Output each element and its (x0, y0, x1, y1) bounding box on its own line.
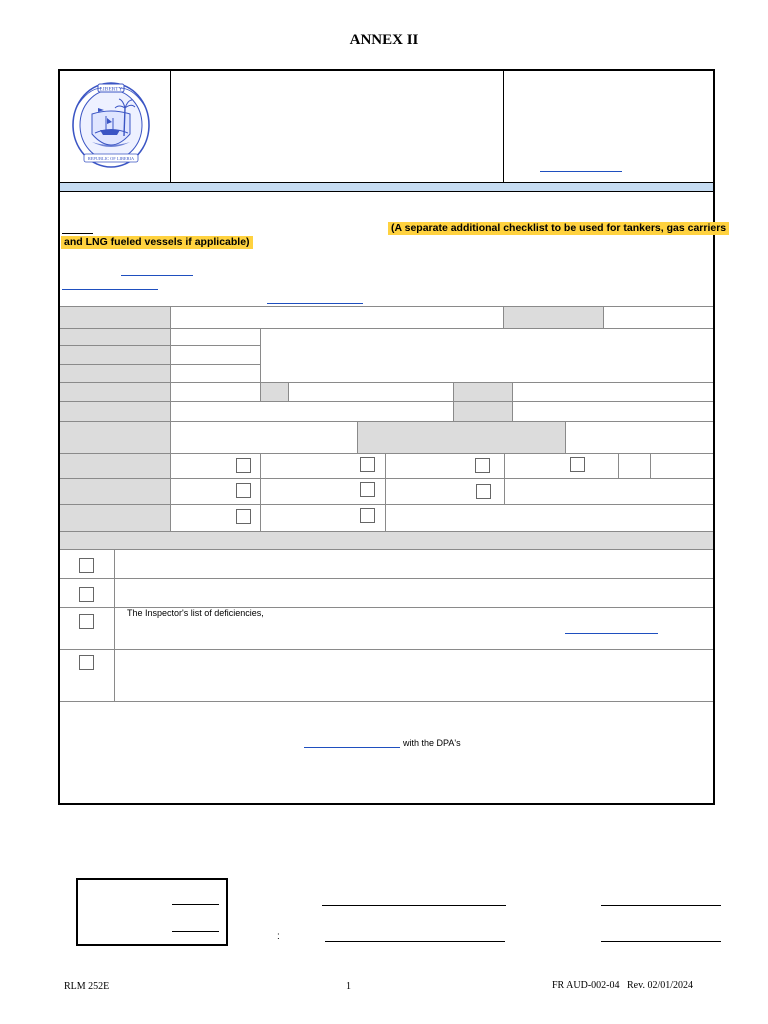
notice-highlight-2: and LNG fueled vessels if applicable) (61, 236, 253, 249)
checkbox[interactable] (360, 457, 375, 472)
col-rule (288, 382, 289, 401)
footer-form-code: RLM 252E (64, 981, 110, 992)
checkbox[interactable] (360, 508, 375, 523)
label-cell (60, 307, 170, 532)
col-rule (260, 328, 261, 401)
checkbox[interactable] (236, 458, 251, 473)
row-rule (60, 364, 260, 365)
header-divider (503, 71, 504, 182)
signature-line[interactable] (172, 931, 219, 932)
checkbox[interactable] (476, 484, 491, 499)
checkbox[interactable] (570, 457, 585, 472)
attachment-checkbox[interactable] (79, 614, 94, 629)
row-rule (60, 504, 713, 505)
section-band (60, 183, 713, 192)
blank-line[interactable] (304, 747, 400, 748)
attachments-band (60, 532, 713, 549)
row-rule (60, 453, 713, 454)
row-rule (60, 701, 713, 702)
footer-page-number: 1 (346, 981, 351, 992)
col-rule (357, 421, 358, 453)
row-rule (60, 382, 713, 383)
col-rule (512, 382, 513, 421)
svg-text:REPUBLIC OF LIBERIA: REPUBLIC OF LIBERIA (87, 156, 135, 161)
attachment-item-text: The Inspector's list of deficiencies, (127, 608, 264, 618)
liberia-seal (68, 78, 154, 170)
notice-highlight-1: (A separate additional checklist to be used for tankers, gas carriers (388, 222, 729, 235)
col-rule (385, 453, 386, 531)
signature-box (76, 878, 228, 946)
blank-line[interactable] (565, 633, 658, 634)
signature-line[interactable] (601, 905, 721, 906)
row-rule (60, 578, 713, 579)
blank-line[interactable] (267, 303, 363, 304)
blank-line[interactable] (121, 275, 193, 276)
signature-line[interactable] (322, 905, 506, 906)
row-rule (60, 306, 713, 307)
col-rule (565, 421, 566, 453)
label-cell (618, 453, 650, 478)
row-rule (60, 549, 713, 550)
label-cell (503, 307, 603, 328)
blank-line[interactable] (62, 289, 158, 290)
row-rule (60, 478, 713, 479)
row-rule (60, 401, 713, 402)
attachment-checkbox[interactable] (79, 587, 94, 602)
col-rule (504, 453, 505, 504)
signature-line[interactable] (172, 904, 219, 905)
col-rule (618, 453, 619, 478)
footer-revision: FR AUD-002-04 Rev. 02/01/2024 (552, 980, 694, 991)
checkbox[interactable] (236, 483, 251, 498)
blank-line[interactable] (62, 233, 93, 234)
row-rule (60, 649, 713, 650)
blank-line[interactable] (540, 171, 622, 172)
row-rule (60, 345, 260, 346)
row-rule (60, 328, 713, 329)
label-cell (260, 382, 288, 401)
col-rule (114, 549, 115, 701)
attachment-checkbox[interactable] (79, 655, 94, 670)
signature-line[interactable] (325, 941, 505, 942)
col-rule (503, 306, 504, 328)
col-rule (170, 306, 171, 531)
label-cell (357, 421, 565, 453)
checkbox[interactable] (475, 458, 490, 473)
header-divider (170, 71, 171, 182)
col-rule (453, 382, 454, 421)
annex-title: ANNEX II (349, 32, 419, 48)
signature-line[interactable] (601, 941, 721, 942)
statement-text: with the DPA's (403, 738, 461, 748)
attachment-checkbox[interactable] (79, 558, 94, 573)
col-rule (260, 453, 261, 531)
col-rule (603, 306, 604, 328)
row-rule (60, 421, 713, 422)
signature-colon: : (277, 931, 280, 942)
svg-text:LIBERTY: LIBERTY (99, 86, 123, 93)
col-rule (650, 453, 651, 478)
checkbox[interactable] (236, 509, 251, 524)
checkbox[interactable] (360, 482, 375, 497)
